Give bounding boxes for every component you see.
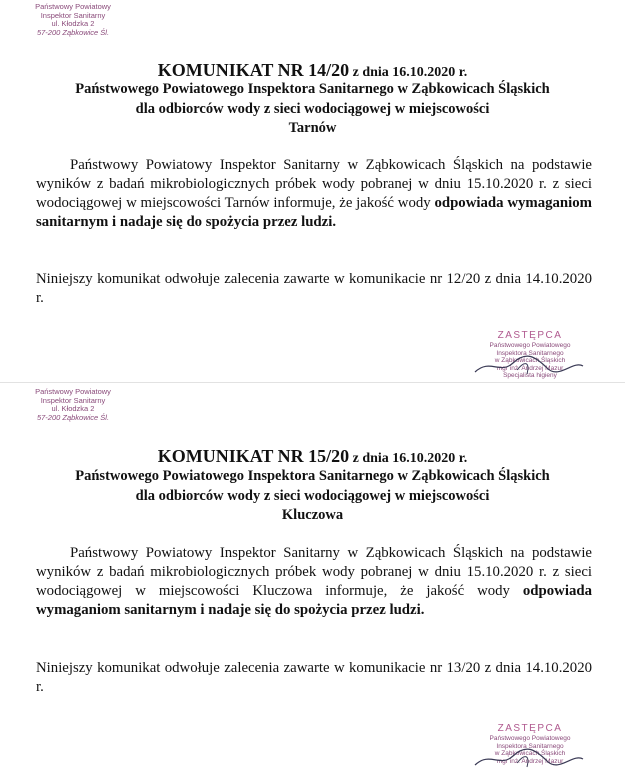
komunikat-revocation: Niniejszy komunikat odwołuje zalecenia zawarte w komunikacie nr 12/20 z dnia 14.10.2020 r. (36, 271, 592, 306)
komunikat-body (36, 156, 592, 232)
komunikat-revocation: Niniejszy komunikat odwołuje zalecenia zawarte w komunikacie nr 13/20 z dnia 14.10.2020 r. (36, 660, 592, 695)
body-verdict: odpowiada wymaganiom sanitarnym i nadaje się do spożycia przez ludzi. (36, 195, 592, 230)
signature-line-3: w Ząbkowicach Śląskich (494, 750, 566, 757)
komunikat-issuer: Państwowego Powiatowego Inspektora Sanitarnego w Ząbkowicach Śląskich (75, 81, 550, 97)
signature-line-5: Specjalista higieny (503, 372, 557, 379)
signature-line-4: mgr inż. Andrzej Mazur (496, 364, 564, 372)
komunikat-recipients: dla odbiorców wody z sieci wodociągowej w miejscowości (135, 101, 490, 117)
signature-line-4: mgr inż. Andrzej Mazur (496, 757, 564, 765)
stamp-line-4: 57-200 Ząbkowice Śl. (36, 27, 110, 37)
komunikat-issuer: Państwowego Powiatowego Inspektora Sanitarnego w Ząbkowicach Śląskich (75, 468, 550, 484)
komunikat-date: z dnia 16.10.2020 r. (349, 65, 468, 80)
signature-line-1: Państwowego Powiatowego (489, 342, 571, 349)
komunikat-number: KOMUNIKAT NR 14/20 (157, 60, 350, 80)
stamp-line-2: Inspektor Sanitarny (40, 395, 106, 405)
signature-line-1: Państwowego Powiatowego (489, 735, 571, 742)
signature-line-3: w Ząbkowicach Śląskich (494, 357, 566, 364)
stamp-line-1: Państwowy Powiatowy (35, 2, 111, 11)
komunikat-place: Tarnów (288, 120, 337, 136)
komunikat-number: KOMUNIKAT NR 15/20 (157, 446, 350, 466)
stamp-line-2: Inspektor Sanitarny (40, 10, 106, 20)
komunikat-place: Kluczowa (281, 507, 344, 523)
signature-title: ZASTĘPCA (497, 330, 563, 341)
signature-scribble (455, 330, 605, 380)
stamp-line-4: 57-200 Ząbkowice Śl. (36, 412, 110, 422)
office-stamp (8, 388, 138, 422)
signature-scribble (455, 723, 605, 773)
body-text: Państwowy Powiatowy Inspektor Sanitarny w Ząbkowicach Śląskich na podstawie wyników z badań mikrobiologicznych próbek wody pobranej w dniu 15.10.2020 r. z sieci wodociągowej w miejscowości Tarnów informuje, że jakość wody (36, 157, 592, 211)
signature-title: ZASTĘPCA (497, 723, 563, 734)
body-verdict: odpowiada wymaganiom sanitarnym i nadaje się do spożycia przez ludzi. (36, 583, 592, 618)
signature-stamp (455, 723, 605, 773)
body-text: Państwowy Powiatowy Inspektor Sanitarny w Ząbkowicach Śląskich na podstawie wyników z badań mikrobiologicznych próbek wody pobranej w dniu 15.10.2020 r. z sieci wodociągowej w miejscowości Kluczowa informuje, że jakość wody (36, 545, 592, 599)
stamp-line-3: ul. Kłodzka 2 (51, 404, 95, 414)
stamp-line-3: ul. Kłodzka 2 (51, 19, 95, 29)
signature-line-2: Inspektora Sanitarnego (496, 349, 564, 357)
signature-stamp (455, 330, 605, 380)
signature-line-2: Inspektora Sanitarnego (496, 742, 564, 750)
komunikat-title (0, 446, 625, 469)
komunikat-date: z dnia 16.10.2020 r. (349, 451, 468, 466)
stamp-line-1: Państwowy Powiatowy (35, 387, 111, 396)
page-divider (0, 382, 625, 383)
komunikat-recipients: dla odbiorców wody z sieci wodociągowej w miejscowości (135, 488, 490, 504)
komunikat-body (36, 544, 592, 620)
office-stamp (8, 3, 138, 37)
